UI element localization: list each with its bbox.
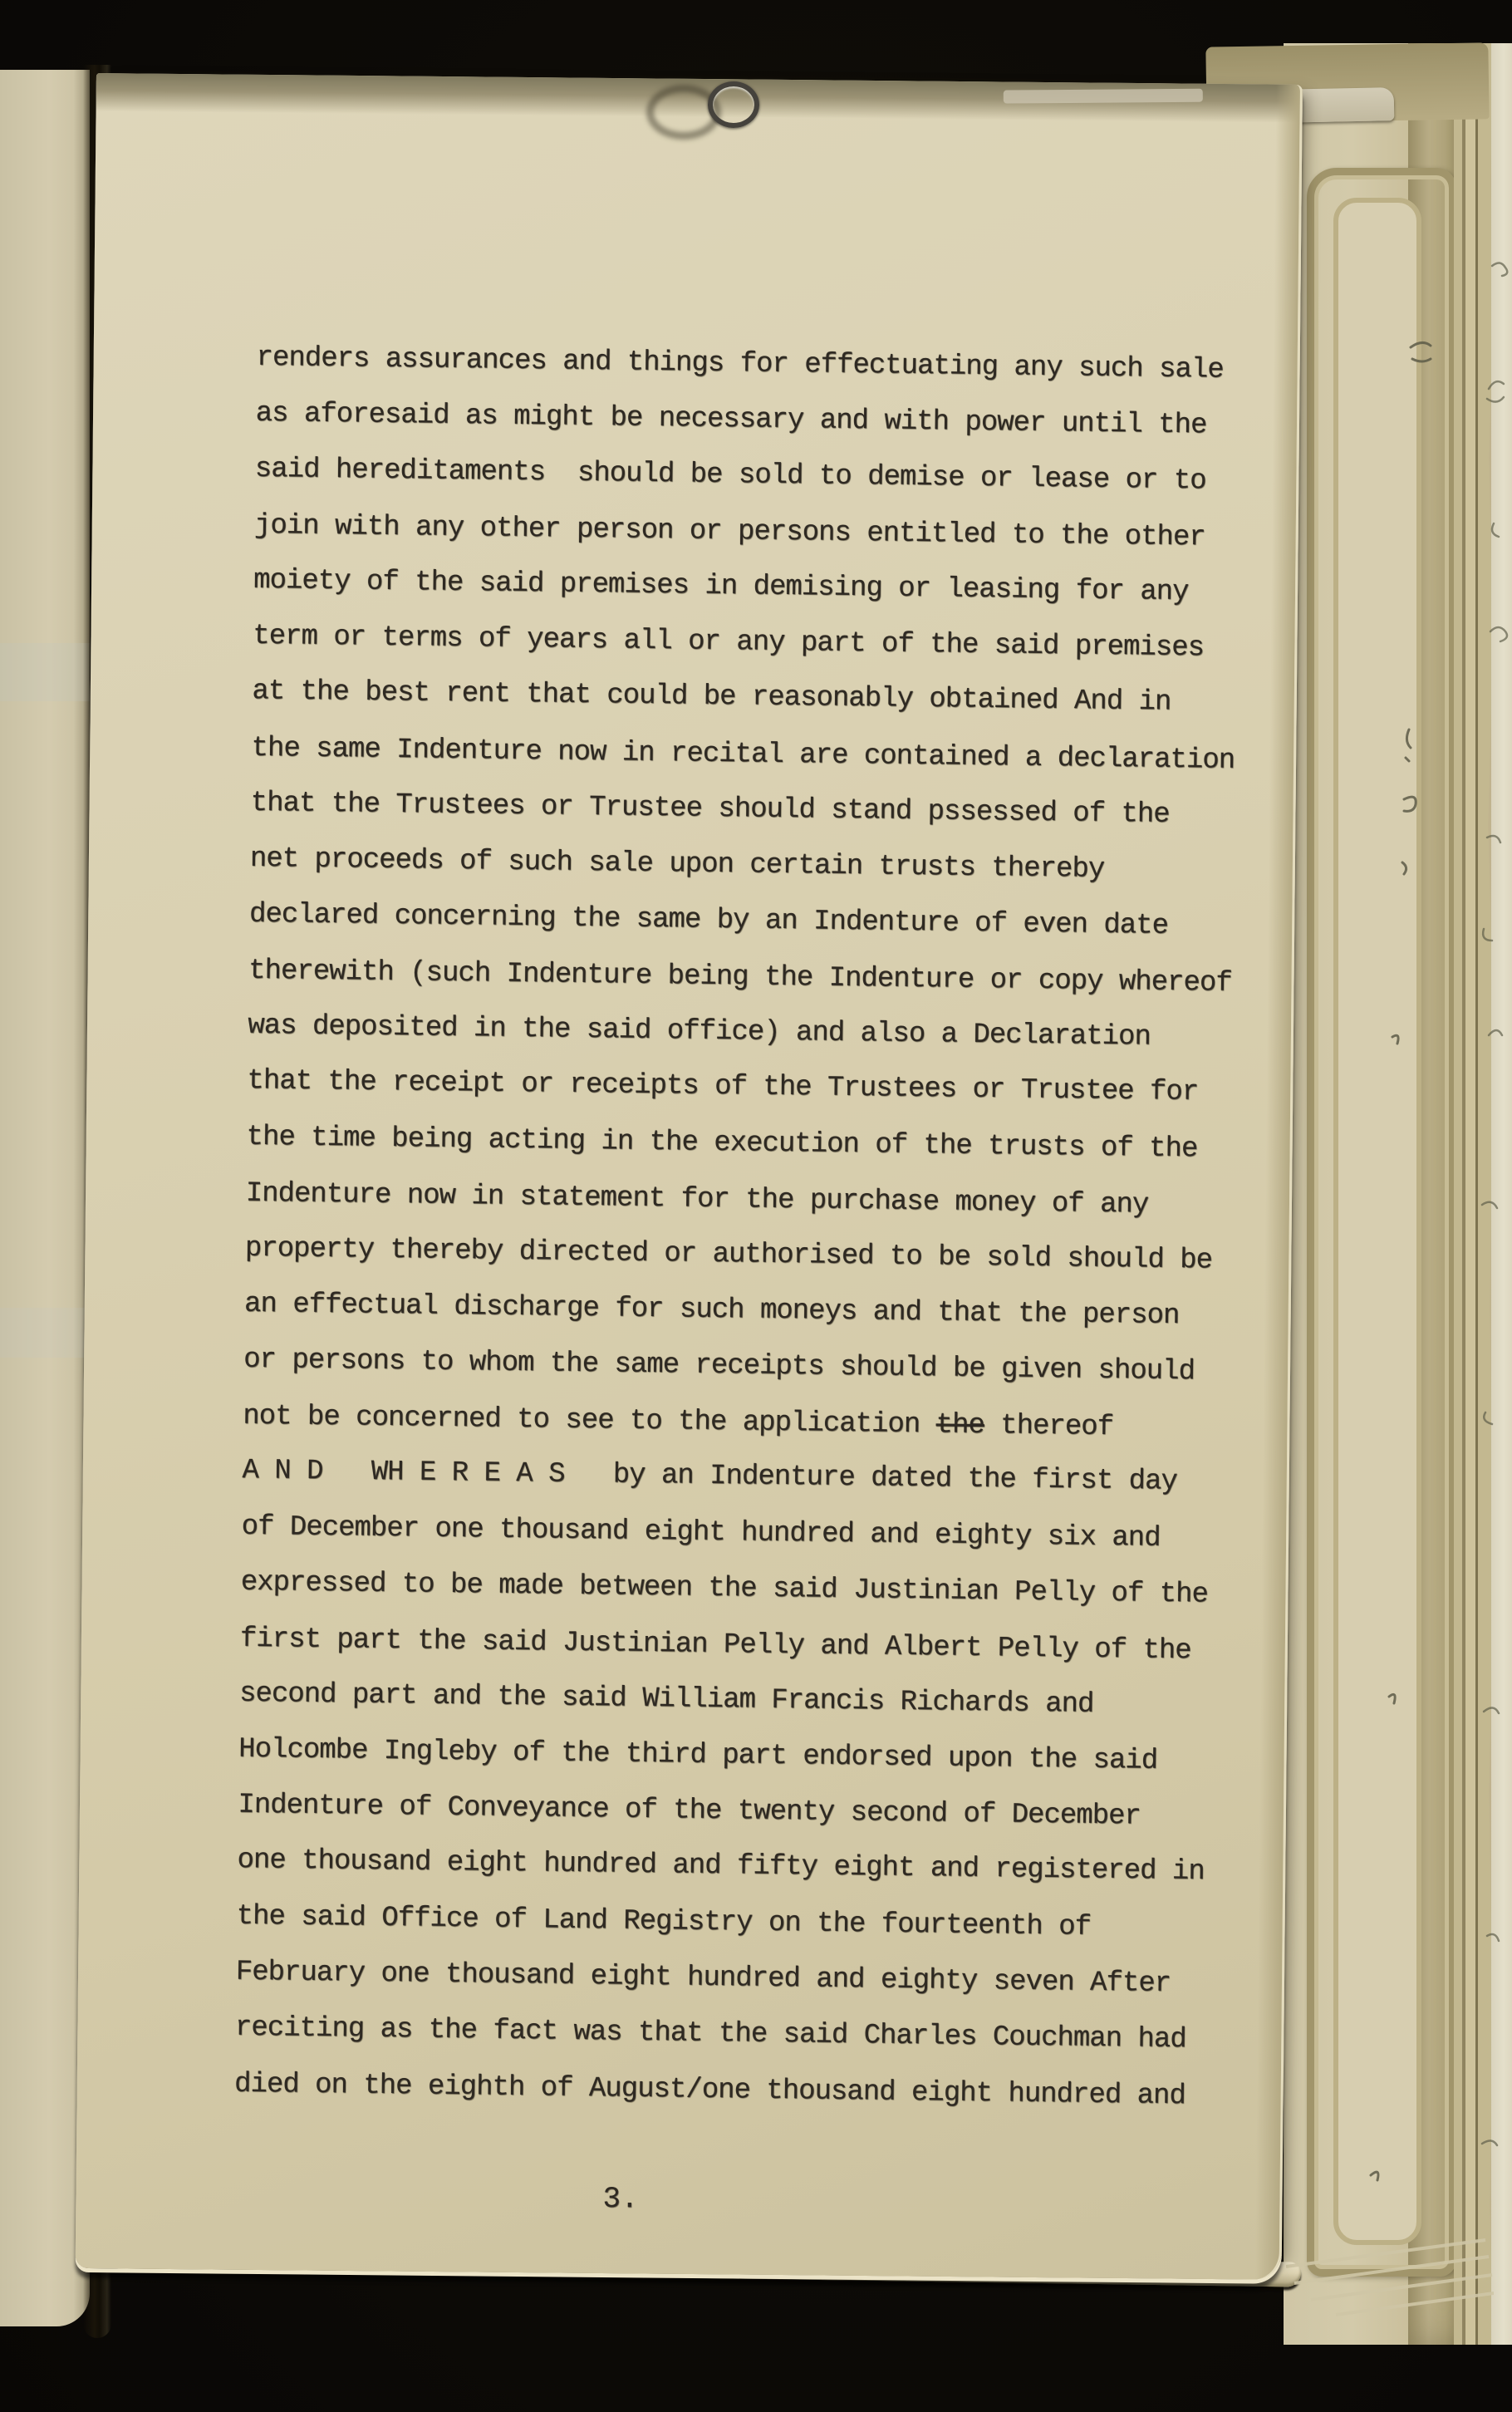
text-line: one thousand eight hundred and fifty eight and registered in [237,1845,1205,1889]
text-line: of December one thousand eight hundred and eighty six and [241,1511,1161,1555]
text-line: was deposited in the said office) and also a Declaration [248,1010,1151,1054]
text-line: term or terms of years all or any part of the said premises [253,620,1205,665]
text-line: said hereditaments should be sold to demise or lease or to [254,453,1206,498]
text-line: that the receipt or receipts of the Trustees or Trustee for [247,1065,1199,1108]
bottom-page-edge-lines [1286,2235,1494,2343]
text-line: second part and the said William Francis Richards and [238,1678,1094,1721]
page-number: 3. [602,2181,639,2217]
text-line: A N D WH E R E A S by an Indenture dated the first day [242,1455,1178,1498]
text-line: at the best rent that could be reasonably obtained And in [252,675,1171,719]
text-line: first part the said Justinian Pelly and Albert Pelly of the [239,1623,1191,1668]
text-line: reciting as the fact was that the said Charles Couchman had [234,2012,1186,2056]
text-line: Indenture of Conveyance of the twenty second of December [238,1789,1141,1833]
text-line: join with any other person or persons entitled to the other [253,509,1205,554]
text-line: therewith (such Indenture being the Indenture or copy whereof [248,955,1232,1000]
text-line: renders assurances and things for effectuating any such sale [256,341,1224,386]
text-line: declared concerning the same by an Indenture of even date [248,898,1169,942]
text-line: Holcombe Ingleby of the third part endorsed upon the said [238,1733,1158,1777]
text-line: property thereby directed or authorised to be sold should be [244,1232,1213,1277]
facing-page-edge [0,70,90,2326]
text-line: the time being acting in the execution of the trusts of the [246,1121,1198,1166]
text-line: not be concerned to see to the application the thereof [243,1400,1114,1444]
text-line: an effectual discharge for such moneys and that the person [243,1288,1180,1333]
text-line: died on the eighth of August/one thousand eight hundred and [233,2068,1186,2113]
typewritten-text [234,331,1240,2125]
document-page [76,73,1303,2280]
handwriting-marks [1313,0,1512,2412]
struck-word: the [935,1409,985,1442]
binder-ring-icon [708,81,759,128]
text-line: the same Indenture now in recital are contained a declaration [251,732,1235,777]
text-line: net proceeds of such sale upon certain trusts thereby [249,842,1105,886]
text-line: moiety of the said premises in demising or leasing for any [253,564,1189,609]
text-line: February one thousand eight hundred and eighty seven After [235,1956,1171,2001]
text-line: or persons to whom the same receipts should be given should [243,1344,1195,1388]
text-line: Indenture now in statement for the purchase money of any [245,1177,1149,1221]
text-line: the said Office of Land Registry on the fourteenth of [236,1900,1092,1943]
text-line: that the Trustees or Trustee should stand pssessed of the [250,787,1170,831]
text-line: as aforesaid as might be necessary and with power until the [255,397,1207,442]
text-line: expressed to be made between the said Justinian Pelly of the [240,1566,1209,1611]
